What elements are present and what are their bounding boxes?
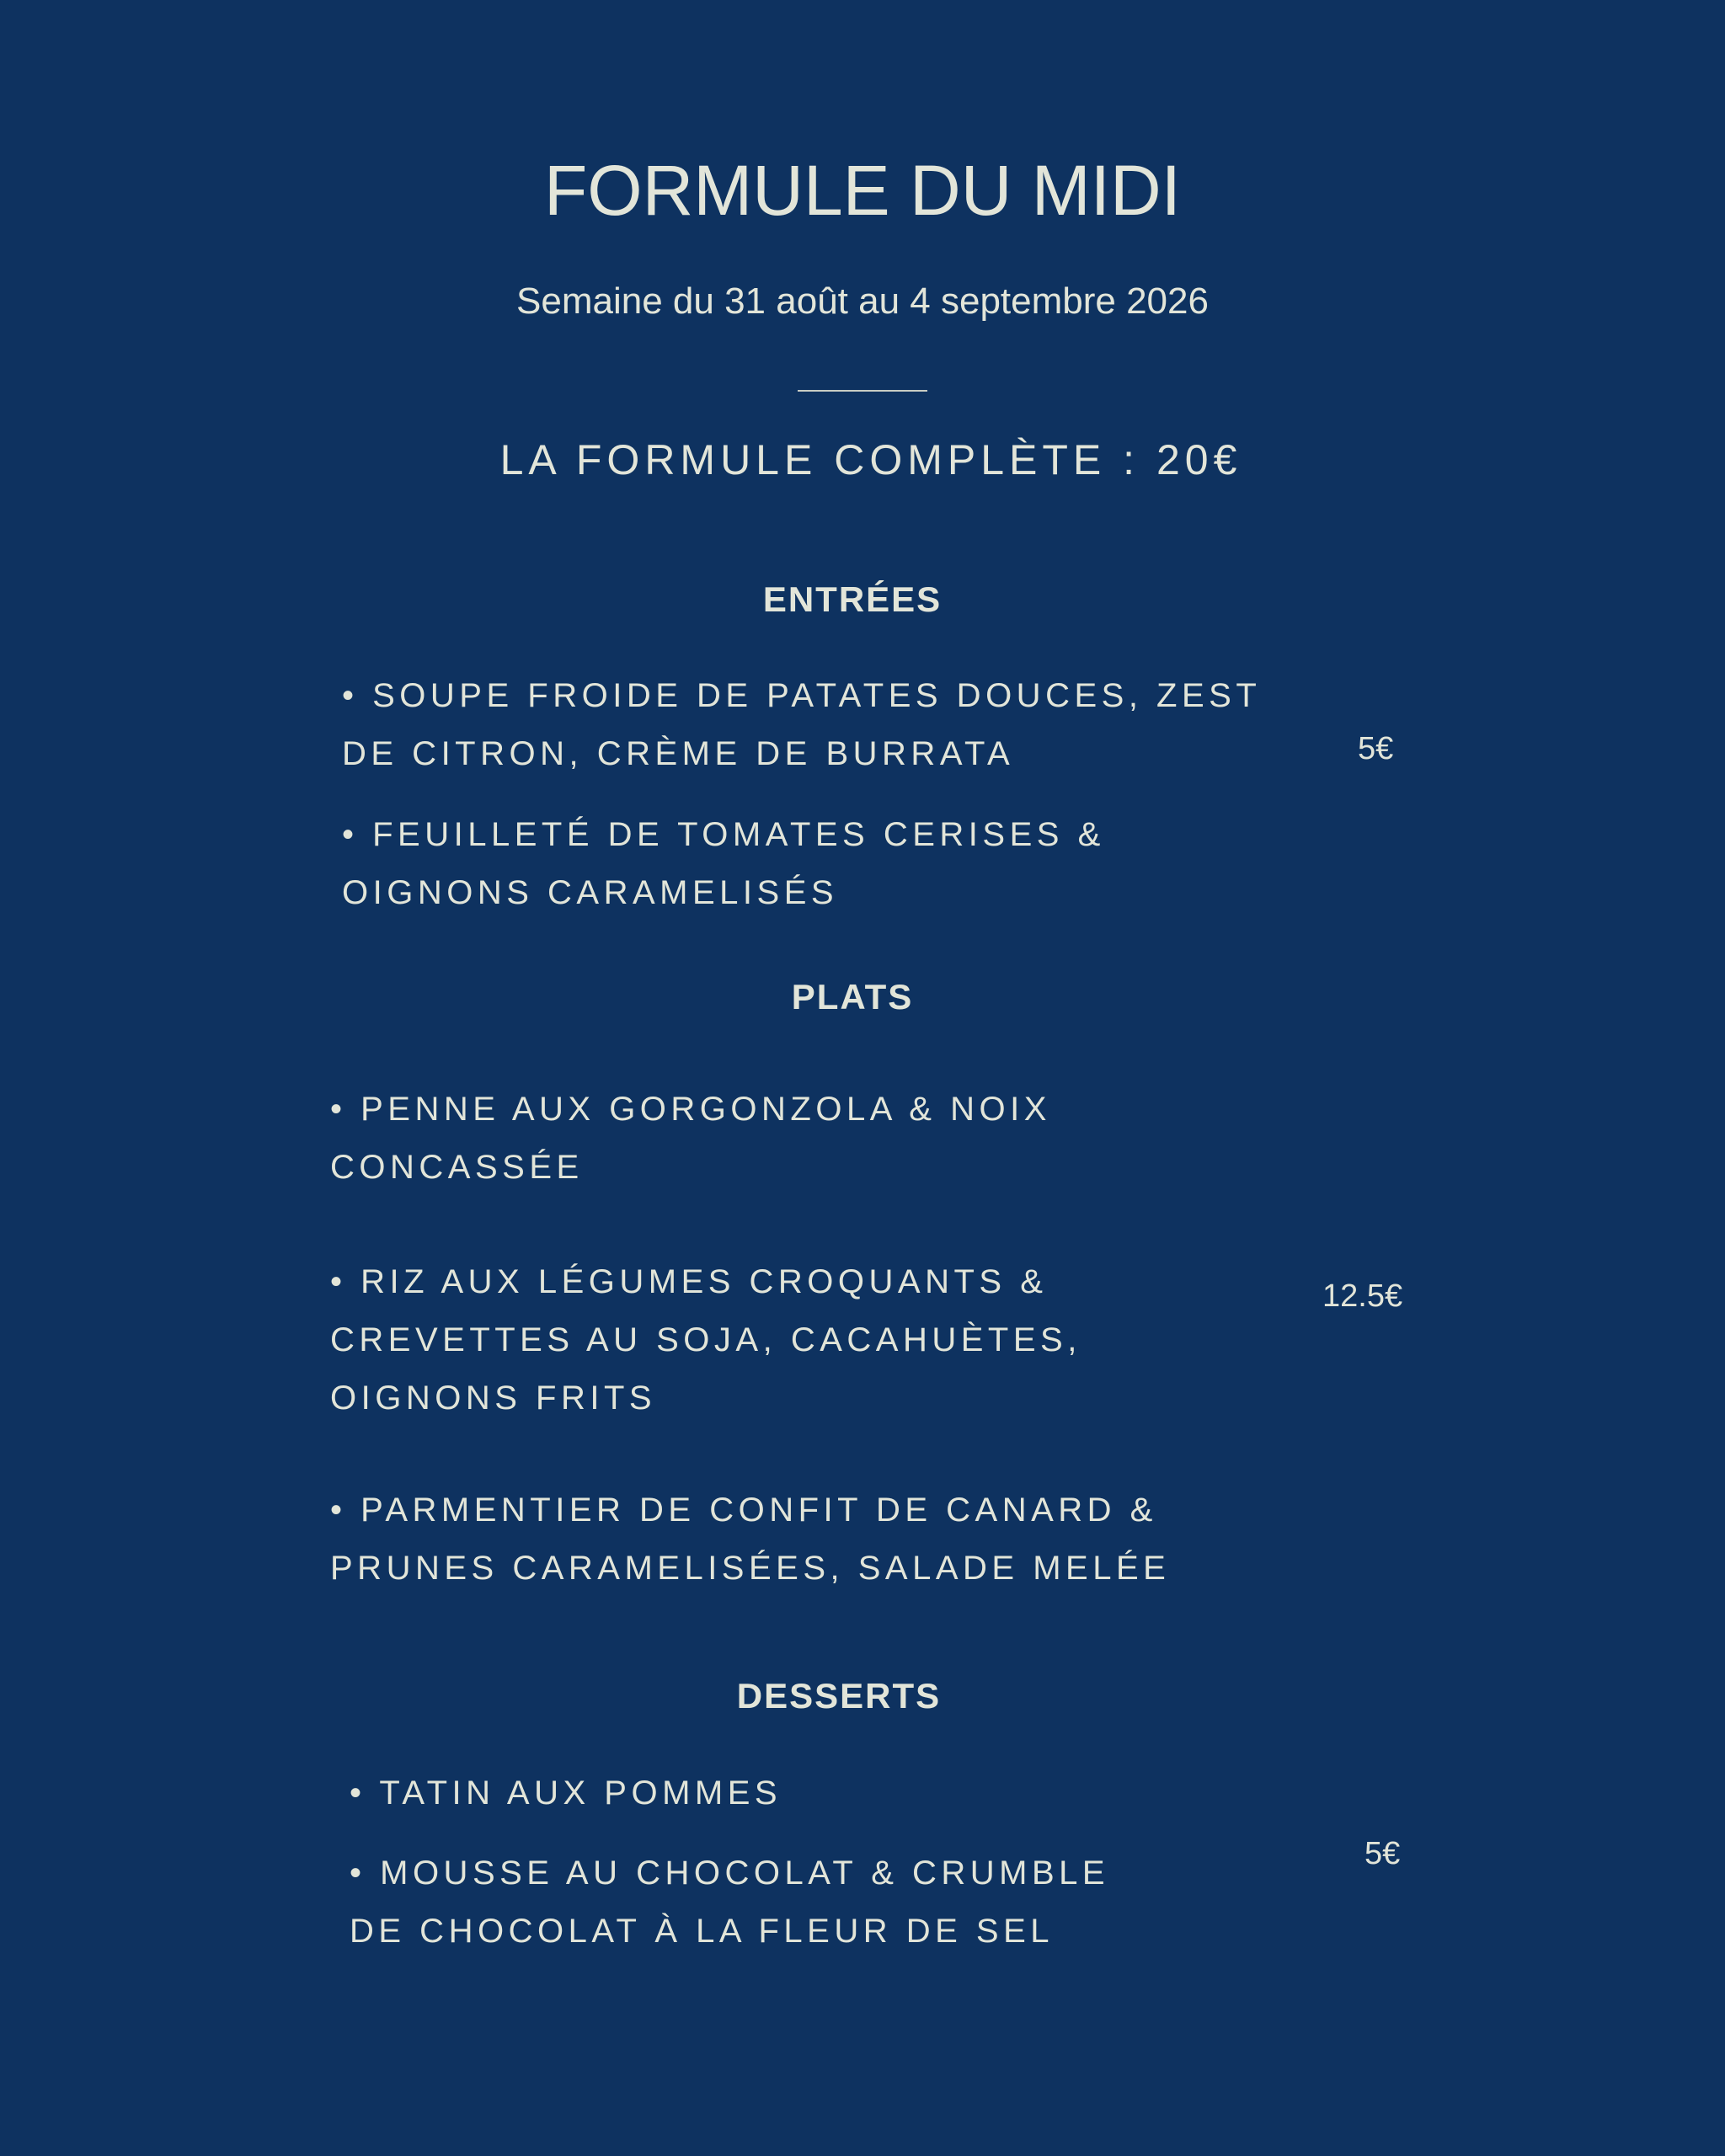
menu-item-mousse xyxy=(350,1844,1109,1961)
section-title-desserts: DESSERTS xyxy=(736,1676,942,1716)
price-entrees: 5€ xyxy=(1358,731,1394,766)
menu-item-penne xyxy=(330,1081,1051,1197)
menu-item-feuillete xyxy=(342,806,1105,922)
menu-item-line: OIGNONS CARAMELISÉS xyxy=(342,874,839,911)
menu-item-riz xyxy=(330,1253,1081,1428)
menu-item-line: DE CITRON, CRÈME DE BURRATA xyxy=(342,735,1015,772)
menu-item-line: • TATIN AUX POMMES xyxy=(350,1774,782,1812)
menu-item-line: • PARMENTIER DE CONFIT DE CANARD & xyxy=(330,1492,1157,1529)
menu-item-line: • SOUPE FROIDE DE PATATES DOUCES, ZEST xyxy=(342,677,1262,714)
menu-item-line: DE CHOCOLAT À LA FLEUR DE SEL xyxy=(350,1913,1055,1950)
menu-item-tatin xyxy=(350,1764,782,1822)
menu-item-line: CREVETTES AU SOJA, CACAHUÈTES, xyxy=(330,1321,1081,1358)
menu-item-line: PRUNES CARAMELISÉES, SALADE MELÉE xyxy=(330,1550,1171,1587)
menu-week-subtitle: Semaine du 31 août au 4 septembre 2026 xyxy=(516,280,1209,322)
section-title-entrees: ENTRÉES xyxy=(762,579,943,619)
price-desserts: 5€ xyxy=(1365,1836,1401,1871)
section-title-plats: PLATS xyxy=(791,977,914,1017)
menu-item-line: CONCASSÉE xyxy=(330,1149,584,1186)
price-plats: 12.5€ xyxy=(1322,1278,1403,1314)
menu-item-parmentier xyxy=(330,1481,1170,1598)
menu-item-line: OIGNONS FRITS xyxy=(330,1380,657,1417)
menu-item-line: • FEUILLETÉ DE TOMATES CERISES & xyxy=(342,816,1105,853)
menu-item-soupe xyxy=(342,667,1261,783)
menu-item-line: • PENNE AUX GORGONZOLA & NOIX xyxy=(330,1091,1051,1128)
menu-item-line: • MOUSSE AU CHOCOLAT & CRUMBLE xyxy=(350,1854,1110,1892)
menu-item-line: • RIZ AUX LÉGUMES CROQUANTS & xyxy=(330,1263,1048,1300)
header-divider xyxy=(798,390,927,392)
menu-title: FORMULE DU MIDI xyxy=(544,151,1181,230)
formula-price-line: LA FORMULE COMPLÈTE : 20€ xyxy=(499,436,1242,483)
